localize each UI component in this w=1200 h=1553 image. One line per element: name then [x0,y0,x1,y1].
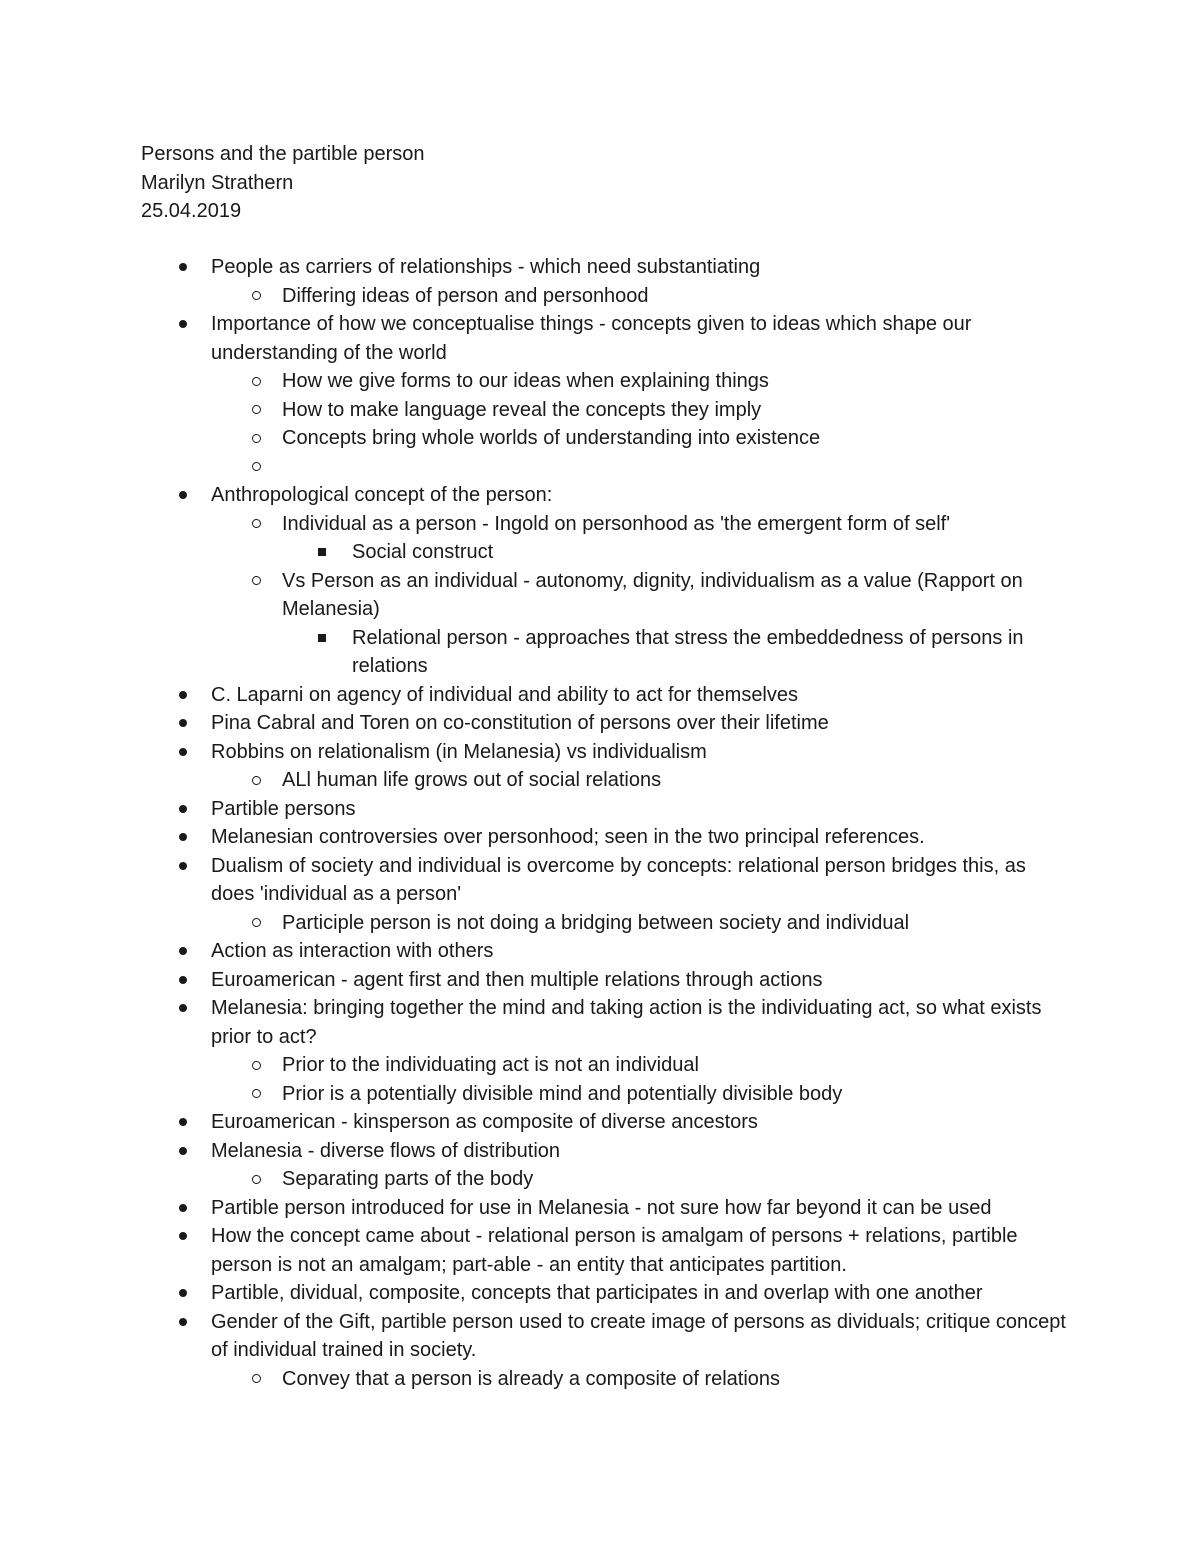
list-item [0,823,1200,852]
list-item-text: Concepts bring whole worlds of understanding into existence [282,427,821,449]
bullet-shape [252,918,261,927]
list-item-text: Action as interaction with others [211,940,494,962]
document-date: 25.04.2019 [141,200,242,222]
bullet-dot-icon [173,1194,193,1223]
bullet-shape [252,1374,261,1383]
bullet-shape [252,576,261,585]
bullet-shape [179,1004,187,1012]
list-item [0,1165,1200,1194]
list-item-text: Euroamerican - kinsperson as composite of diverse ancestors [211,1111,758,1133]
bullet-ring-icon [246,1080,266,1109]
list-item [0,738,1200,767]
list-item [0,709,1200,738]
list-item [0,852,1200,909]
bullet-ring-icon [246,1365,266,1394]
bullet-dot-icon [173,1137,193,1166]
bullet-square-icon [312,624,332,653]
bullet-shape [179,1118,187,1126]
bullet-dot-icon [173,795,193,824]
list-item-text: People as carriers of relationships - which need substantiating [211,256,761,278]
bullet-shape [252,1061,261,1070]
list-item-text: Prior to the individuating act is not an individual [282,1054,699,1076]
list-item-text: Pina Cabral and Toren on co-constitution of persons over their lifetime [211,712,829,734]
list-item [0,1279,1200,1308]
list-item-text: Relational person - approaches that stress the embeddedness of persons in relations [352,626,1024,677]
list-item [0,966,1200,995]
list-item [0,538,1200,567]
bullet-dot-icon [173,481,193,510]
list-item [0,282,1200,311]
list-item [0,453,1200,482]
list-item [0,1194,1200,1223]
bullet-shape [179,719,187,727]
bullet-ring-icon [246,766,266,795]
bullet-ring-icon [246,453,266,482]
list-item [0,510,1200,539]
list-item-text: ALl human life grows out of social relations [282,769,662,791]
bullet-dot-icon [173,852,193,881]
bullet-ring-icon [246,424,266,453]
bullet-square-icon [312,538,332,567]
bullet-shape [252,1175,261,1184]
bullet-shape [318,548,326,556]
list-item [0,1137,1200,1166]
list-item-text [282,453,1072,482]
bullet-ring-icon [246,367,266,396]
bullet-dot-icon [173,937,193,966]
bullet-shape [179,320,187,328]
bullet-ring-icon [246,282,266,311]
bullet-dot-icon [173,966,193,995]
list-item-text: Melanesian controversies over personhood; seen in the two principal references. [211,826,925,848]
list-item [0,1308,1200,1365]
bullet-ring-icon [246,909,266,938]
list-item-text: Anthropological concept of the person: [211,484,553,506]
bullet-ring-icon [246,396,266,425]
list-item-text: Participle person is not doing a bridging between society and individual [282,911,910,934]
list-item [0,1080,1200,1109]
list-item [0,310,1200,367]
list-item-text: Partible, dividual, composite, concepts that participates in and overlap with one another [211,1282,983,1304]
list-item [0,1365,1200,1394]
bullet-shape [179,1232,187,1240]
list-item-text: Partible persons [211,797,356,820]
bullet-shape [252,377,261,386]
list-item-text: Convey that a person is already a composite of relations [282,1367,781,1390]
bullet-dot-icon [173,738,193,767]
bullet-shape [318,634,326,642]
document-header [141,140,425,226]
list-item [0,253,1200,282]
list-item-text: Partible person introduced for use in Melanesia - not sure how far beyond it can be used [211,1196,992,1219]
list-item-text: Differing ideas of person and personhood [282,284,649,307]
bullet-shape [252,776,261,785]
list-item [0,567,1200,624]
list-item [0,1222,1200,1279]
bullet-shape [252,462,261,471]
list-item-text: Melanesia - diverse flows of distribution [211,1139,561,1162]
bullet-shape [179,1147,187,1155]
list-item-text: Robbins on relationalism (in Melanesia) vs individualism [211,740,707,763]
bullet-dot-icon [173,823,193,852]
bullet-ring-icon [246,1165,266,1194]
bullet-dot-icon [173,994,193,1023]
bullet-shape [252,291,261,300]
bullet-shape [179,805,187,813]
bullet-ring-icon [246,1051,266,1080]
list-item-text: How to make language reveal the concepts they imply [282,398,762,421]
bullet-shape [179,748,187,756]
document-author: Marilyn Strathern [141,171,294,194]
list-item-text: Melanesia: bringing together the mind and taking action is the individuating act, so what exists prior to act? [211,997,1042,1048]
list-item-text: Euroamerican - agent first and then multiple relations through actions [211,968,823,991]
bullet-shape [179,1318,187,1326]
list-item-text: Individual as a person - Ingold on personhood as 'the emergent form of self' [282,512,951,535]
bullet-shape [179,491,187,499]
bullet-shape [179,833,187,841]
list-item [0,1051,1200,1080]
list-item-text: C. Laparni on agency of individual and ability to act for themselves [211,683,799,706]
bullet-dot-icon [173,310,193,339]
bullet-shape [179,976,187,984]
list-item-text: Separating parts of the body [282,1168,534,1190]
list-item [0,481,1200,510]
list-item [0,766,1200,795]
list-item-text: How we give forms to our ideas when explaining things [282,370,769,392]
bullet-dot-icon [173,709,193,738]
list-item-text: Prior is a potentially divisible mind and potentially divisible body [282,1082,843,1105]
list-item [0,909,1200,938]
bullet-shape [179,1204,187,1212]
bullet-shape [179,1289,187,1297]
list-item [0,795,1200,824]
notes-list [0,253,1200,1393]
bullet-shape [179,691,187,699]
bullet-ring-icon [246,567,266,596]
bullet-dot-icon [173,253,193,282]
bullet-shape [179,263,187,271]
bullet-shape [252,405,261,414]
list-item-text: Importance of how we conceptualise things - concepts given to ideas which shape our understanding of the world [211,313,972,364]
document-title: Persons and the partible person [141,143,425,165]
list-item-text: How the concept came about - relational person is amalgam of persons + relations, partible person is not an amalgam; part-able - an entity that anticipates partition. [211,1225,1018,1276]
list-item [0,396,1200,425]
bullet-dot-icon [173,1222,193,1251]
list-item [0,937,1200,966]
list-item-text: Social construct [352,541,494,563]
list-item [0,424,1200,453]
list-item-text: Vs Person as an individual - autonomy, dignity, individualism as a value (Rapport on Melanesia) [282,569,1023,620]
bullet-shape [252,434,261,443]
list-item [0,1108,1200,1137]
bullet-shape [252,1089,261,1098]
bullet-dot-icon [173,1279,193,1308]
bullet-dot-icon [173,1108,193,1137]
list-item [0,367,1200,396]
bullet-dot-icon [173,681,193,710]
bullet-shape [179,862,187,870]
bullet-dot-icon [173,1308,193,1337]
list-item [0,624,1200,681]
bullet-shape [179,947,187,955]
list-item [0,681,1200,710]
bullet-shape [252,519,261,528]
bullet-ring-icon [246,510,266,539]
list-item-text: Gender of the Gift, partible person used to create image of persons as dividuals; critique concept of individual trained in society. [211,1310,1066,1361]
list-item-text: Dualism of society and individual is overcome by concepts: relational person bridges this, as does 'individual as a person' [211,854,1026,905]
list-item [0,994,1200,1051]
